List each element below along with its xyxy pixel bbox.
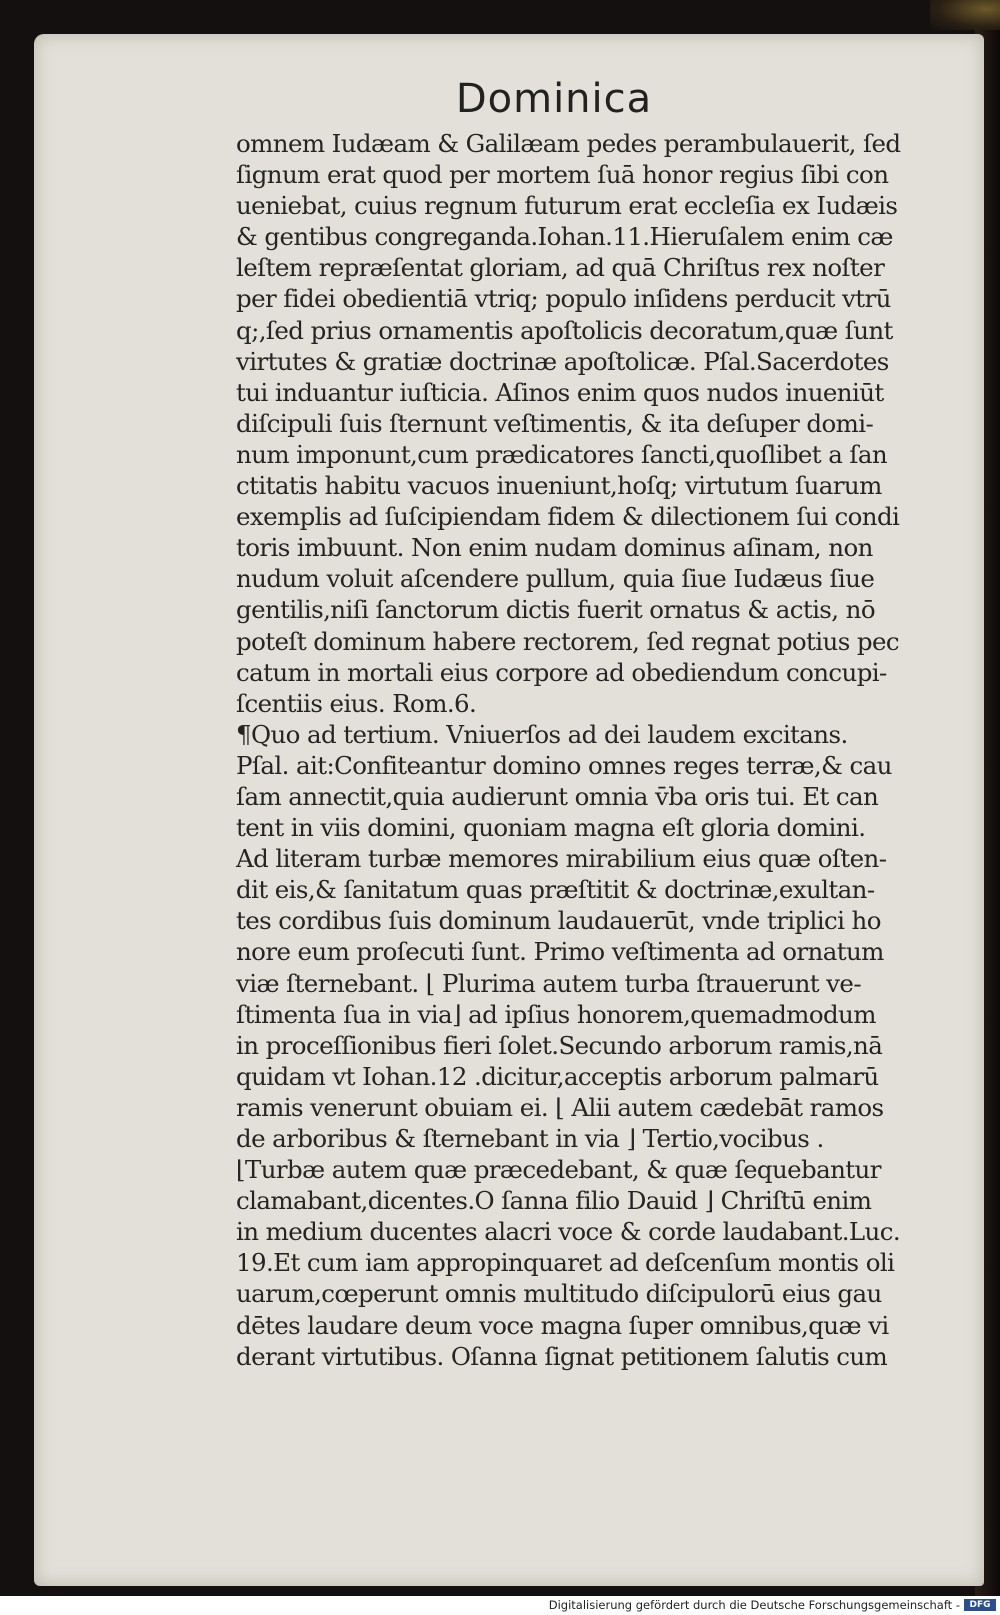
text-line: in medium ducentes alacri voce & corde laudabant.Luc. <box>236 1217 901 1247</box>
text-line: num imponunt,cum prædicatores ſancti,quoſlibet a ſan <box>236 439 888 469</box>
book-page <box>34 34 984 1586</box>
text-line: uarum,cœperunt omnis multitudo diſcipulorū eius gau <box>236 1279 882 1309</box>
text-line: tui induantur iuſticia. Aſinos enim quos nudos inueniūt <box>236 377 884 407</box>
text-line: poteſt dominum habere rectorem, ſed regnat potius pec <box>236 626 899 656</box>
text-line: omnem Iudæam & Galilæam pedes perambulauerit, ſed <box>236 129 901 158</box>
text-line: toris imbuunt. Non enim nudam dominus aſinam, non <box>236 533 873 563</box>
text-line: ueniebat, cuius regnum futurum erat eccleſia ex Iudæis <box>236 191 898 221</box>
text-line: catum in mortali eius corpore ad obediendum concupi- <box>236 657 887 687</box>
corner-stain <box>930 0 1000 30</box>
running-head: Dominica <box>455 76 653 122</box>
footer-credit: Digitalisierung gefördert durch die Deutsche Forschungsgemeinschaft - <box>548 1598 960 1612</box>
text-line: exemplis ad ſuſcipiendam fidem & dilectionem ſui condi <box>236 502 900 532</box>
text-line: nudum voluit aſcendere pullum, quia ſiue Iudæus ſiue <box>236 564 875 594</box>
text-line: ctitatis habitu vacuos inueniunt,hoſq; virtutum ſuarum <box>236 471 882 501</box>
text-line: derant virtutibus. Oſanna ſignat petitionem ſalutis cum <box>236 1341 888 1371</box>
text-line: leſtem repræſentat gloriam, ad quā Chriſtus rex noſter <box>236 253 885 283</box>
text-line: per fidei obedientiā vtriq; populo inſidens perducit vtrū <box>236 284 891 314</box>
text-line: Pſal. ait:Confiteantur domino omnes reges terræ,& cau <box>236 750 892 780</box>
text-line: in proceſſionibus fieri ſolet.Secundo arborum ramis,nā <box>236 1030 883 1060</box>
text-line: 19.Et cum iam appropinquaret ad deſcenſum montis oli <box>236 1248 895 1278</box>
text-line: ramis venerunt obuiam ei. ⌊ Alii autem cædebāt ramos <box>236 1092 884 1122</box>
text-line: ſam annectit,quia audierunt omnia v̄ba oris tui. Et can <box>236 781 879 811</box>
text-line: quidam vt Iohan.12 .dicitur,acceptis arborum palmarū <box>236 1061 879 1091</box>
text-line: dit eis,& ſanitatum quas præſtitit & doctrinæ,exultan- <box>236 875 875 905</box>
text-line: & gentibus congreganda.Iohan.11.Hieruſalem enim cæ <box>236 222 893 252</box>
text-line: tent in viis domini, quoniam magna eſt gloria domini. <box>236 813 866 843</box>
page-text-block <box>236 128 936 1372</box>
text-line: virtutes & gratiæ doctrinæ apoſtolicæ. Pſal.Sacerdotes <box>236 346 889 376</box>
text-line: tes cordibus ſuis dominum laudauerūt, vnde triplici ho <box>236 906 881 936</box>
text-line: gentilis,niſi ſanctorum dictis fuerit ornatus & actis, nō <box>236 595 875 625</box>
text-line: ſcentiis eius. Rom.6. <box>236 688 477 718</box>
text-line: ſtimenta ſua in via⌋ ad ipſius honorem,quemadmodum <box>236 999 876 1029</box>
text-line: de arboribus & ſternebant in via ⌋ Tertio,vocibus . <box>236 1124 824 1153</box>
text-line: q;,ſed prius ornamentis apoſtolicis decoratum,quæ ſunt <box>236 315 893 345</box>
dfg-logo: DFG <box>964 1599 996 1611</box>
text-line: ⌊Turbæ autem quæ præcedebant, & quæ ſequebantur <box>236 1155 881 1185</box>
text-line: nore eum proſecuti ſunt. Primo veſtimenta ad ornatum <box>236 937 884 967</box>
text-line: viæ ſternebant. ⌊ Plurima autem turba ſtrauerunt ve- <box>236 968 862 998</box>
text-line: ſignum erat quod per mortem ſuā honor regius ſibi con <box>236 160 889 190</box>
text-line: clamabant,dicentes.O ſanna filio Dauid ⌋ Chriſtū enim <box>236 1186 872 1216</box>
text-line: dētes laudare deum voce magna ſuper omnibus,quæ vi <box>236 1310 889 1340</box>
text-line: Ad literam turbæ memores mirabilium eius quæ oſten- <box>236 844 887 874</box>
text-line: ¶Quo ad tertium. Vniuerſos ad dei laudem excitans. <box>236 719 848 749</box>
text-line: diſcipuli ſuis ſternunt veſtimentis, & ita deſuper domi- <box>236 408 874 438</box>
